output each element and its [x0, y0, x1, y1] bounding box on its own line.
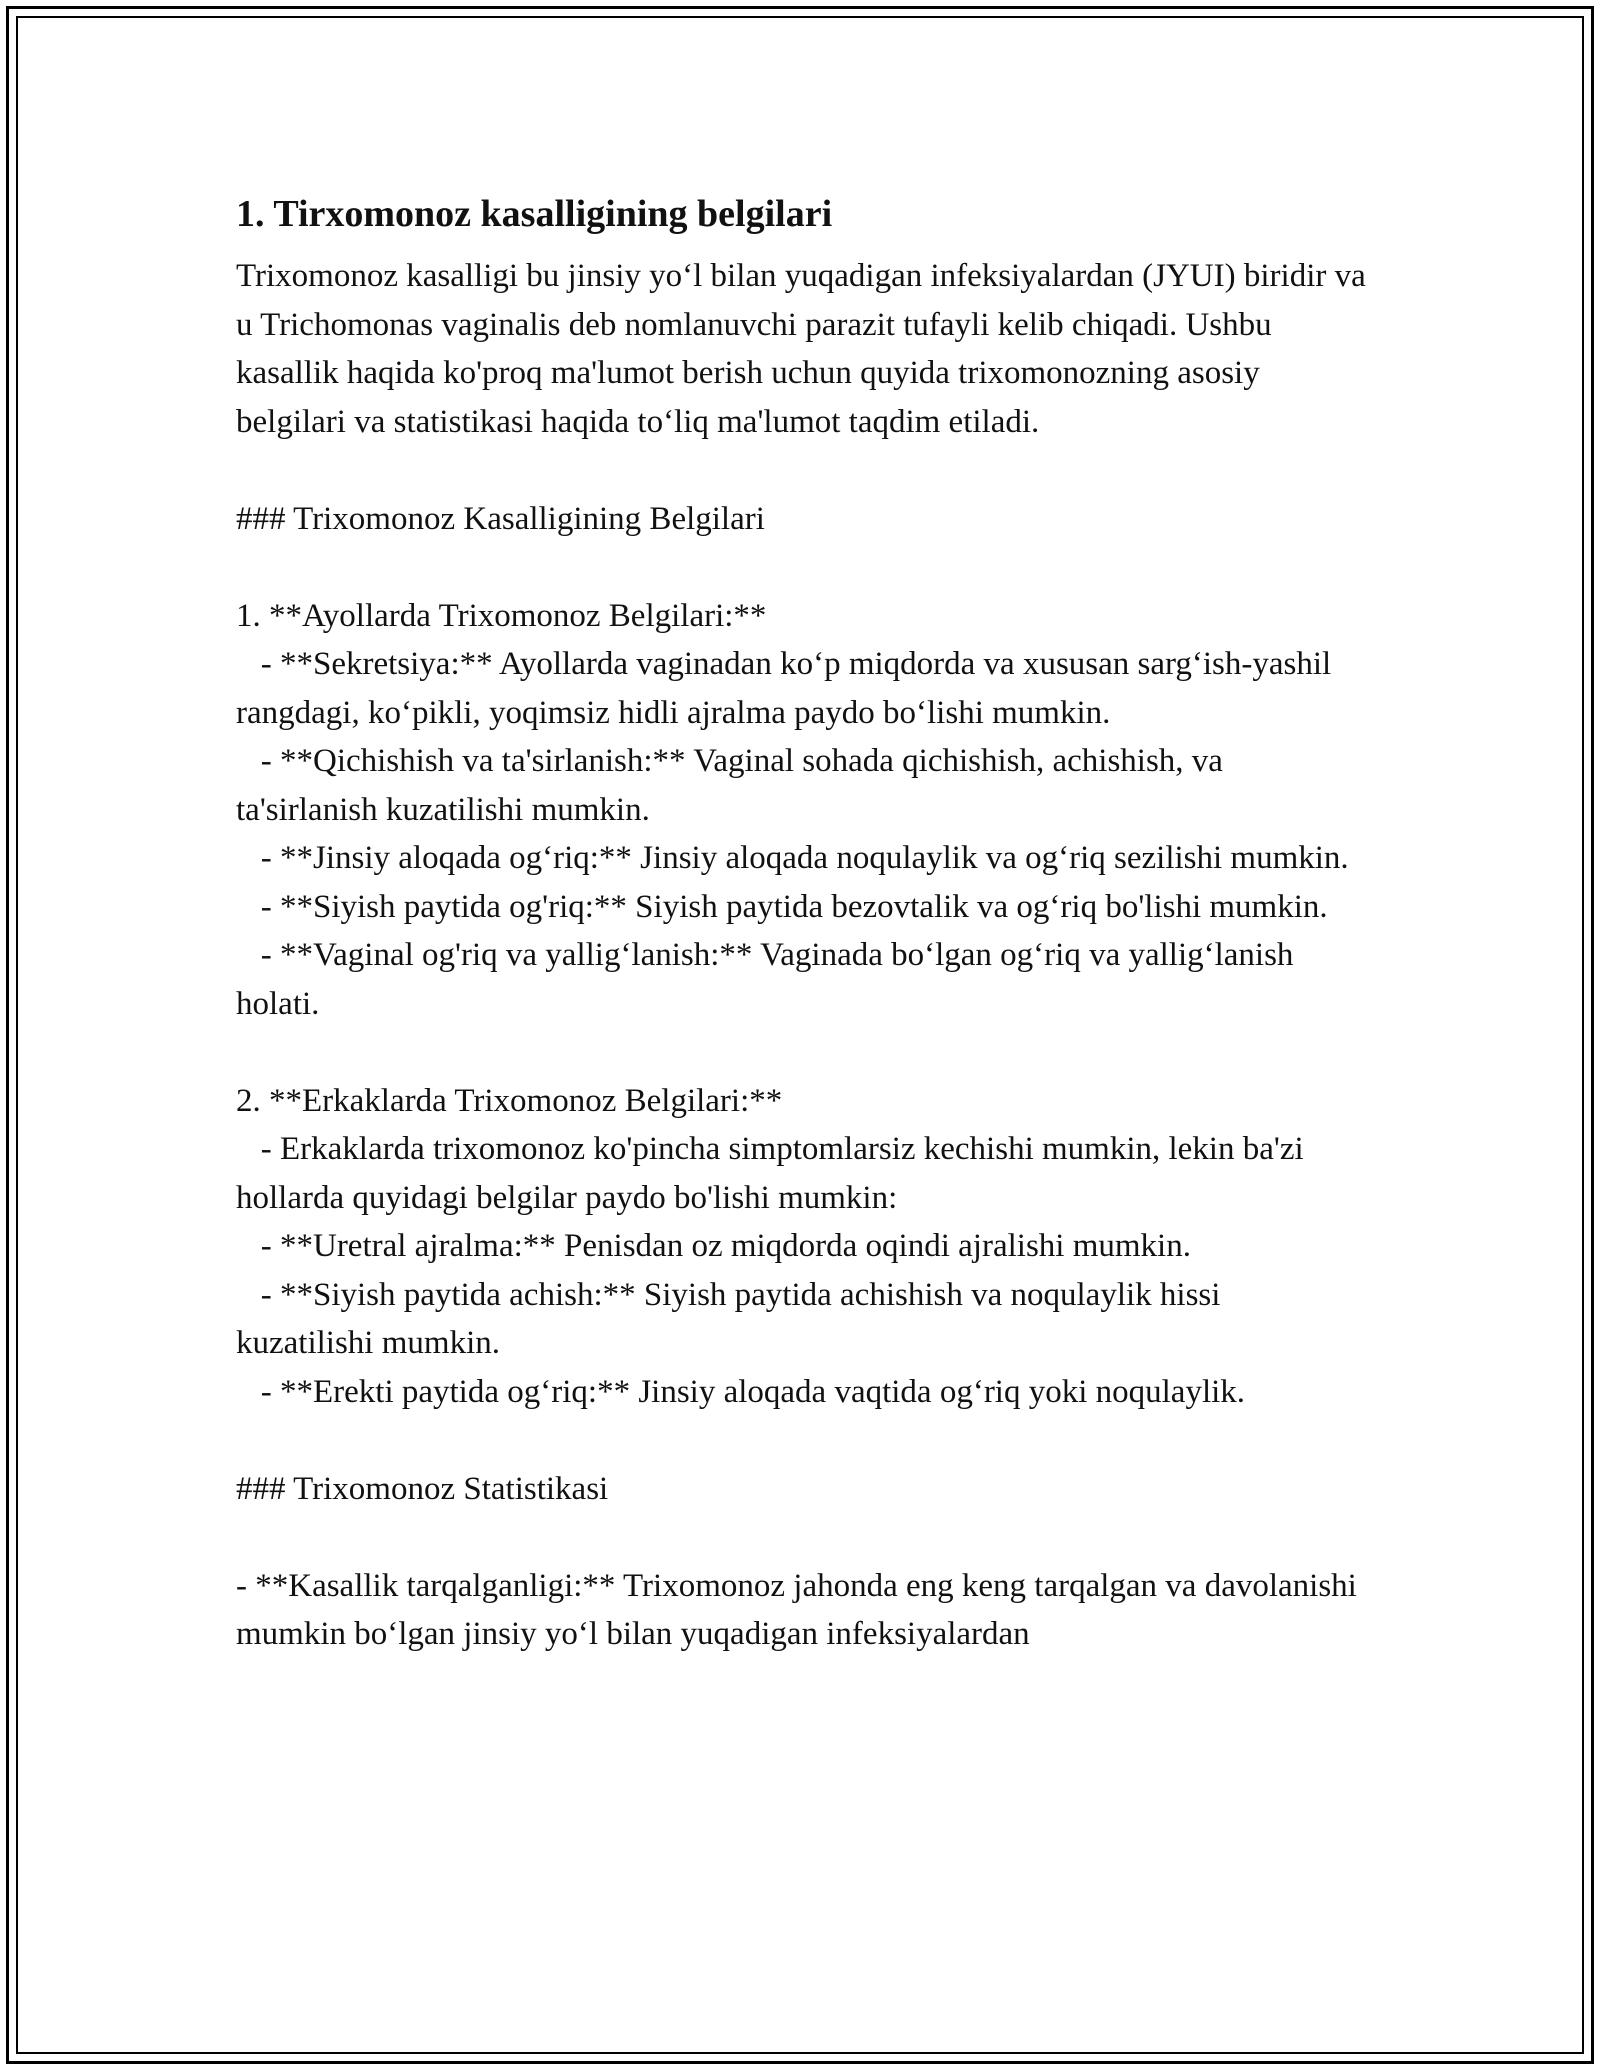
spacer — [236, 446, 1366, 495]
document-title: 1. Tirxomonoz kasalligining belgilari — [236, 193, 833, 235]
men-symptom-item: - **Siyish paytida achish:** Siyish paytida achishish va noqulaylik hissi kuzatilishi mumkin. — [236, 1276, 1229, 1361]
men-symptom-item: - Erkaklarda trixomonoz ko'pincha simptomlarsiz kechishi mumkin, lekin ba'zi hollarda quyidagi belgilar paydo bo'lishi mumkin: — [236, 1131, 1312, 1216]
women-symptom-item: - **Jinsiy aloqada og‘riq:** Jinsiy aloqada noqulaylik va og‘riq sezilishi mumkin. — [236, 840, 1349, 876]
statistics-item: - **Kasallik tarqalganligi:** Trixomonoz jahonda eng keng tarqalgan va davolanishi mumkin bo‘lgan jinsiy yo‘l bilan yuqadigan infeksiyalardan — [236, 1567, 1366, 1652]
men-symptom-item: - **Uretral ajralma:** Penisdan oz miqdorda oqindi ajralishi mumkin. — [236, 1228, 1191, 1264]
spacer — [236, 1416, 1366, 1465]
women-symptom-item: - **Siyish paytida og'riq:** Siyish paytida bezovtalik va og‘riq bo'lishi mumkin. — [236, 888, 1328, 925]
women-symptom-item: - **Vaginal og'riq va yallig‘lanish:** Vaginada bo‘lgan og‘riq va yallig‘lanish holati. — [236, 937, 1302, 1022]
document-body — [236, 188, 1375, 1659]
spacer — [236, 543, 1366, 592]
intro-paragraph: Trixomonoz kasalligi bu jinsiy yo‘l bilan yuqadigan infeksiyalardan (JYUI) biridir va u Trichomonas vaginalis deb nomlanuvchi parazit tufayli kelib chiqadi. Ushbu kasallik haqida ko'proq ma'lumot berish uchun quyida trixomonozning asosiy belgilari va statistikasi haqida to‘liq ma'lumot taqdim etiladi. — [236, 258, 1375, 440]
spacer — [236, 1028, 1366, 1077]
women-symptoms-heading: 1. **Ayollarda Trixomonoz Belgilari:** — [236, 597, 767, 634]
section-heading-belgilari: ### Trixomonoz Kasalligining Belgilari — [236, 500, 765, 537]
women-symptom-item: - **Sekretsiya:** Ayollarda vaginadan ko‘p miqdorda va xususan sarg‘ish-yashil rangdagi, ko‘pikli, yoqimsiz hidli ajralma paydo bo‘lishi mumkin. — [236, 646, 1340, 731]
spacer — [236, 1513, 1366, 1562]
section-heading-statistika: ### Trixomonoz Statistikasi — [236, 1470, 609, 1507]
men-symptom-item: - **Erekti paytida og‘riq:** Jinsiy aloqada vaqtida og‘riq yoki noqulaylik. — [236, 1373, 1246, 1410]
women-symptom-item: - **Qichishish va ta'sirlanish:** Vaginal sohada qichishish, achishish, va ta'sirlanish kuzatilishi mumkin. — [236, 743, 1232, 828]
men-symptoms-heading: 2. **Erkaklarda Trixomonoz Belgilari:** — [236, 1082, 783, 1119]
